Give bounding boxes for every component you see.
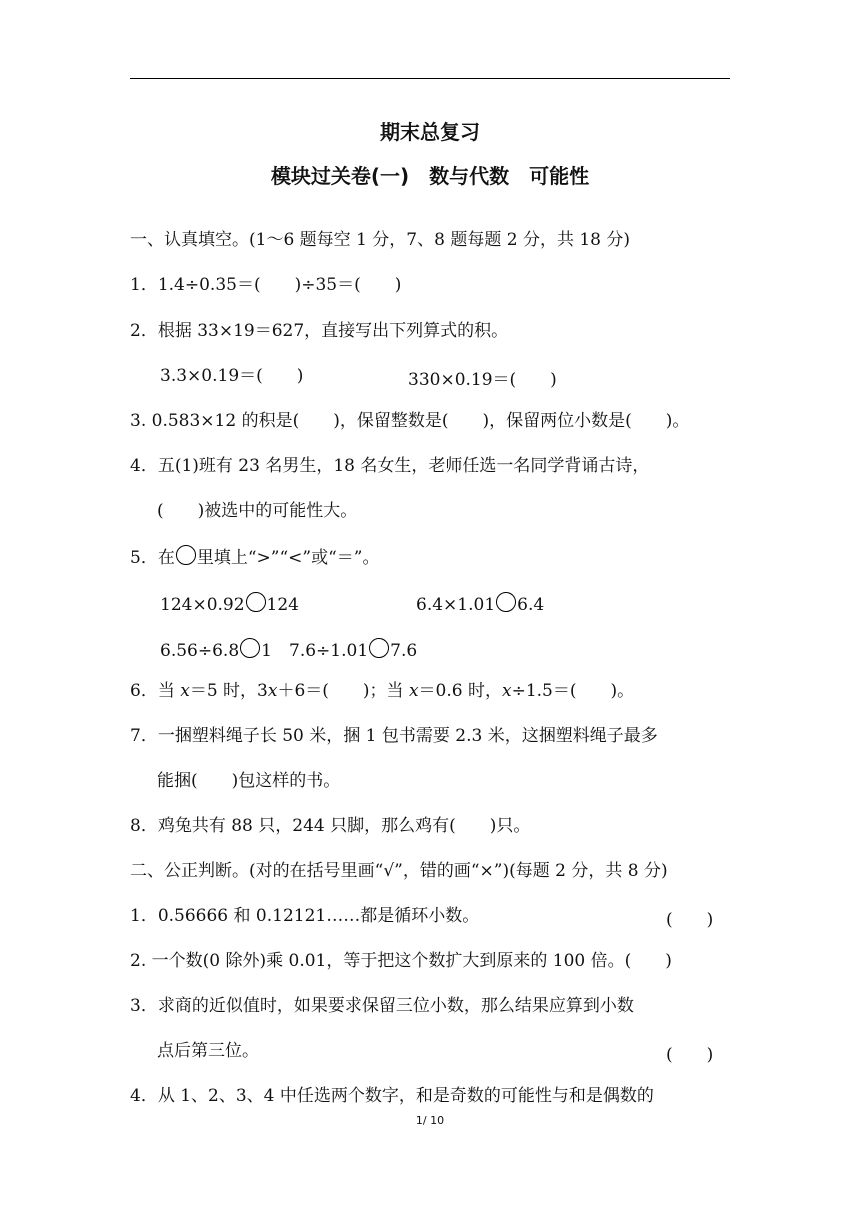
- q6-text: 6．当: [130, 681, 181, 701]
- judge-2: 2. 一个数(0 除外)乘 0.01，等于把这个数扩大到原来的 100 倍。( ): [130, 951, 672, 971]
- judge-3-line2: 点后第三位。: [157, 1041, 259, 1061]
- variable-x: x: [180, 681, 190, 701]
- q6-text: ＋6＝( )；当: [277, 681, 409, 701]
- compare-right: 7.6: [390, 641, 418, 661]
- question-1-2a: 3.3×0.19＝( ): [160, 366, 304, 386]
- question-1-3: 3. 0.583×12 的积是( )，保留整数是( )，保留两位小数是( )。: [130, 411, 690, 431]
- blank-circle: [176, 545, 196, 565]
- compare-left: 6.56÷6.8: [160, 641, 240, 661]
- question-1-4-line1: 4．五(1)班有 23 名男生，18 名女生，老师任选一名同学背诵古诗，: [130, 456, 650, 476]
- q6-text: ＝0.6 时，: [418, 681, 502, 701]
- compare-row-2a: [160, 638, 272, 662]
- compare-right: 6.4: [517, 595, 545, 615]
- variable-x: x: [267, 681, 278, 701]
- page-subtitle: 模块过关卷(一) 数与代数 可能性: [270, 164, 590, 188]
- q6-text: ÷1.5＝( )。: [511, 681, 635, 701]
- compare-left: 7.6÷1.01: [289, 641, 369, 661]
- compare-left: 124×0.92: [160, 595, 245, 615]
- judge-1-paren: ( ): [666, 910, 714, 930]
- compare-row-2b: [289, 638, 417, 661]
- blank-circle: [246, 592, 266, 612]
- question-1-5-prefix: 5．在: [130, 548, 175, 568]
- compare-right: 1: [261, 641, 272, 661]
- question-1-1: 1．1.4÷0.35＝( )÷35＝( ): [130, 275, 402, 295]
- question-1-7-line2: 能捆( )包这样的书。: [157, 771, 341, 791]
- page-number: 1/ 10: [415, 1114, 445, 1127]
- question-1-5: [130, 545, 379, 569]
- question-1-5-suffix: 里填上“>”“<”或“＝”。: [196, 548, 380, 568]
- variable-x: x: [502, 681, 512, 701]
- question-1-6: [130, 680, 634, 702]
- blank-circle: [240, 638, 260, 658]
- compare-left: 6.4×1.01: [416, 595, 496, 615]
- question-1-2: 2．根据 33×19＝627，直接写出下列算式的积。: [130, 321, 509, 341]
- header-rule: [130, 78, 730, 79]
- judge-3-line1: 3．求商的近似值时，如果要求保留三位小数，那么结果应算到小数: [130, 996, 634, 1016]
- page-title: 期末总复习: [380, 120, 480, 144]
- question-1-8: 8．鸡兔共有 88 只，244 只脚，那么鸡有( )只。: [130, 816, 531, 836]
- question-1-4-line2: ( )被选中的可能性大。: [157, 501, 358, 521]
- judge-1: 1．0.56666 和 0.12121……都是循环小数。: [130, 906, 480, 926]
- question-1-7-line1: 7．一捆塑料绳子长 50 米，捆 1 包书需要 2.3 米，这捆塑料绳子最多: [130, 726, 658, 746]
- compare-row-1a: [160, 592, 299, 616]
- blank-circle: [369, 638, 389, 658]
- question-1-2b: 330×0.19＝( ): [408, 370, 557, 390]
- section1-heading: 一、认真填空。(1～6 题每空 1 分，7、8 题每题 2 分，共 18 分): [130, 230, 631, 250]
- judge-3-paren: ( ): [666, 1045, 714, 1065]
- compare-row-1b: [416, 592, 544, 615]
- q6-text: ＝5 时，3: [189, 681, 268, 701]
- variable-x: x: [408, 681, 419, 701]
- section2-heading: 二、公正判断。(对的在括号里画“√”，错的画“×”)(每题 2 分，共 8 分): [130, 861, 668, 881]
- compare-right: 124: [266, 595, 299, 615]
- blank-circle: [496, 592, 516, 612]
- judge-4-line1: 4．从 1、2、3、4 中任选两个数字，和是奇数的可能性与和是偶数的: [130, 1086, 654, 1106]
